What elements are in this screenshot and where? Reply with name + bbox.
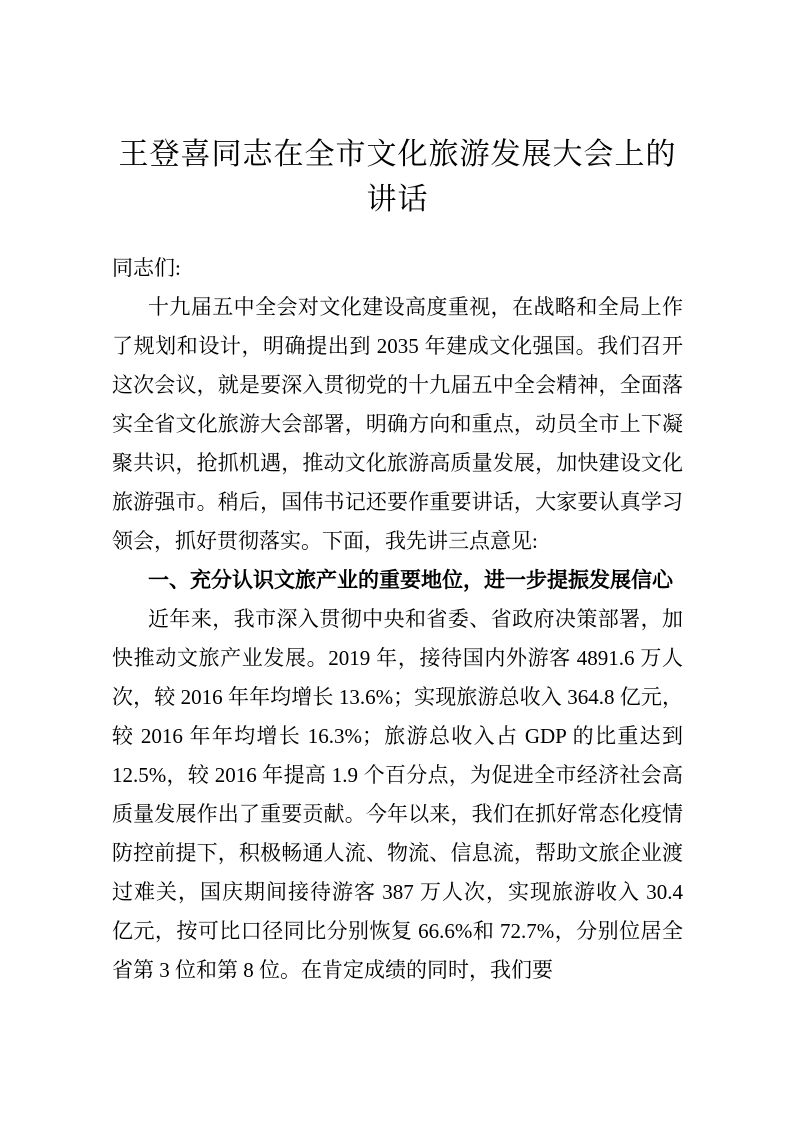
section-heading-1: 一、充分认识文旅产业的重要地位，进一步提振发展信心 (148, 569, 673, 592)
paragraph-opening: 十九届五中全会对文化建设高度重视，在战略和全局上作了规划和设计，明确提出到 2035 年建成文化强国。我们召开这次会议，就是要深入贯彻党的十九届五中全会精神，全面落实全省文化旅游大会部署，明确方向和重点，动员全市上下凝聚共识，抢抓机遇，推动文化旅游高质量发展，加快建设文化旅游强市。稍后，国伟书记还要作重要讲话，大家要认真学习领会，抓好贯彻落实。下面，我先讲三点意见: (112, 295, 683, 553)
document-title: 王登喜同志在全市文化旅游发展大会上的讲话 (118, 138, 677, 216)
salutation: 同志们: (112, 256, 181, 280)
paragraph-section-1: 近年来，我市深入贯彻中央和省委、省政府决策部署，加快推动文旅产业发展。2019 年，接待国内外游客 4891.6 万人次，较 2016 年年均增长 13.6%；实现旅游总收入 364.8 亿元，较 2016 年年均增长 16.3%；旅游总收入占 GDP 的比重达到 12.5%，较 2016 年提高 1.9 个百分点，为促进全市经济社会高质量发展作出了重要贡献。今年以来，我们在抓好常态化疫情防控前提下，积极畅通人流、物流、信息流，帮助文旅企业渡过难关，国庆期间接待游客 387 万人次，实现旅游收入 30.4 亿元，按可比口径同比分别恢复 66.6%和 72.7%，分别位居全省第 3 位和第 8 位。在肯定成绩的同时，我们要 (112, 607, 683, 982)
